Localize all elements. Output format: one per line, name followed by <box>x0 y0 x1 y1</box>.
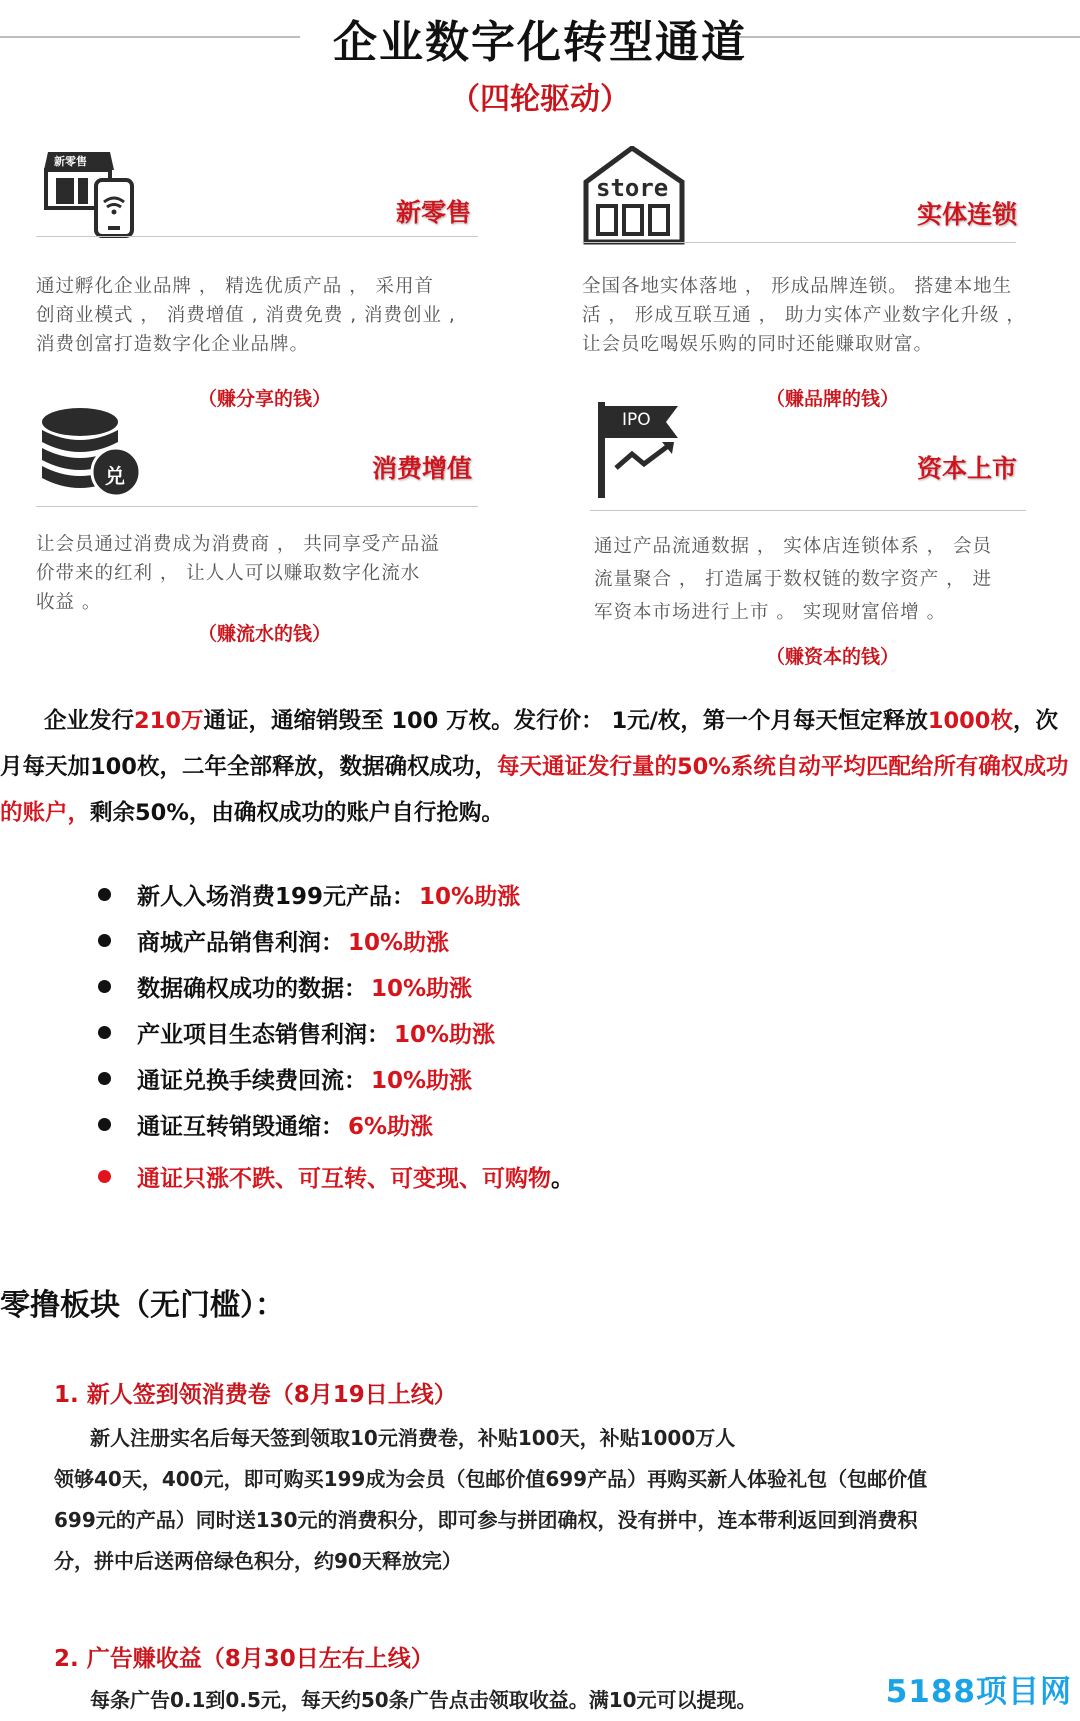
ipo-flag-icon <box>592 398 702 506</box>
section-body-ads: 每条广告0.1到0.5元，每天约50条广告点击领取收益。满10元可以提现。 <box>90 1688 757 1712</box>
bullet-item: 新人入场消费199元产品： 10%助涨 <box>98 878 520 911</box>
bullet-item-highlight: 通证只涨不跌、可互转、可变现、可购物。 <box>98 1160 574 1193</box>
earn-label-physical-chain: （赚品牌的钱） <box>766 388 900 410</box>
coin-stack-icon <box>36 402 146 502</box>
bullet-item: 数据确权成功的数据： 10%助涨 <box>98 970 472 1003</box>
coin-icon-label: 兑 <box>105 464 125 488</box>
bullet-item: 通证互转销毁通缩： 6%助涨 <box>98 1108 433 1141</box>
bullet-item: 产业项目生态销售利润： 10%助涨 <box>98 1016 495 1049</box>
block-title-new-retail: 新零售 <box>396 198 472 227</box>
bullet-item: 通证兑换手续费回流： 10%助涨 <box>98 1062 472 1095</box>
block-title-consumption: 消费增值 <box>372 454 473 483</box>
block-divider <box>590 510 1026 511</box>
page-subtitle: （四轮驱动） <box>450 82 630 117</box>
site-watermark: 5188项目网 <box>885 1674 1072 1710</box>
block-title-physical-chain: 实体连锁 <box>917 200 1018 229</box>
new-retail-icon <box>40 140 150 240</box>
bullet-dot <box>98 980 111 993</box>
ipo-icon-label: IPO <box>622 410 651 430</box>
bullet-dot <box>98 888 111 901</box>
section-title-signin: 1. 新人签到领消费卷（8月19日上线） <box>54 1382 457 1408</box>
block-desc-consumption: 让会员通过消费成为消费商 ， 共同享受产品溢 价带来的红利 ， 让人人可以赚取数字化流水 收益 。 <box>36 534 440 613</box>
block-desc-physical-chain: 全国各地实体落地 ， 形成品牌连锁。 搭建本地生 活 ， 形成互联互通 ， 助力实体产业数字化升级 ， 让会员吃喝娱乐购的同时还能赚取财富。 <box>582 276 1026 355</box>
block-divider <box>36 506 478 507</box>
block-desc-new-retail: 通过孵化企业品牌 ， 精选优质产品 ， 采用首 创商业模式 ， 消费增值 , 消费免费 , 消费创业 , 消费创富打造数字化企业品牌。 <box>36 276 456 355</box>
block-desc-capital-listing: 通过产品流通数据 ， 实体店连锁体系 ， 会员 流量聚合 ， 打造属于数权链的数字资产 ， 进 军资本市场进行上市 。 实现财富倍增 。 <box>594 536 993 623</box>
page-title: 企业数字化转型通道 <box>333 17 747 68</box>
store-icon <box>582 146 692 246</box>
bullet-dot <box>98 1072 111 1085</box>
earn-label-consumption: （赚流水的钱） <box>198 623 332 645</box>
store-icon-label: store <box>596 174 669 202</box>
earn-label-capital-listing: （赚资本的钱） <box>766 646 900 668</box>
block-divider <box>582 242 1016 243</box>
block-divider <box>36 236 478 237</box>
earn-label-new-retail: （赚分享的钱） <box>198 388 332 410</box>
block-title-capital-listing: 资本上市 <box>917 454 1018 483</box>
bullet-dot <box>98 1170 111 1183</box>
bullet-dot <box>98 1026 111 1039</box>
bullet-dot <box>98 934 111 947</box>
bullet-item: 商城产品销售利润： 10%助涨 <box>98 924 449 957</box>
section-title-ads: 2. 广告赚收益（8月30日左右上线） <box>54 1646 434 1672</box>
token-issue-paragraph: 企业发行210万通证，通缩销毁至 100 万枚。发行价： 1元/枚，第一个月每天恒定释放1000枚，次月每天加100枚，二年全部释放，数据确权成功，每天通证发行量的50%系统自动平均匹配给所有确权成功的账户，剩余50%，由确权成功的账户自行抢购。 <box>0 708 1069 826</box>
section-body-signin: 新人注册实名后每天签到领取10元消费卷，补贴100天，补贴1000万人 领够40天，400元，即可购买199成为会员（包邮价值699产品）再购买新人体验礼包（包邮价值 699元的产品）同时送130元的消费积分，即可参与拼团确权，没有拼中，连本带利返回到消费积 分，拼中后送两倍绿色积分，约90天释放完） <box>54 1426 928 1573</box>
new-retail-icon-label: 新零售 <box>54 155 87 168</box>
bullet-dot <box>98 1118 111 1131</box>
zero-section-heading: 零撸板块（无门槛）： <box>0 1288 285 1323</box>
